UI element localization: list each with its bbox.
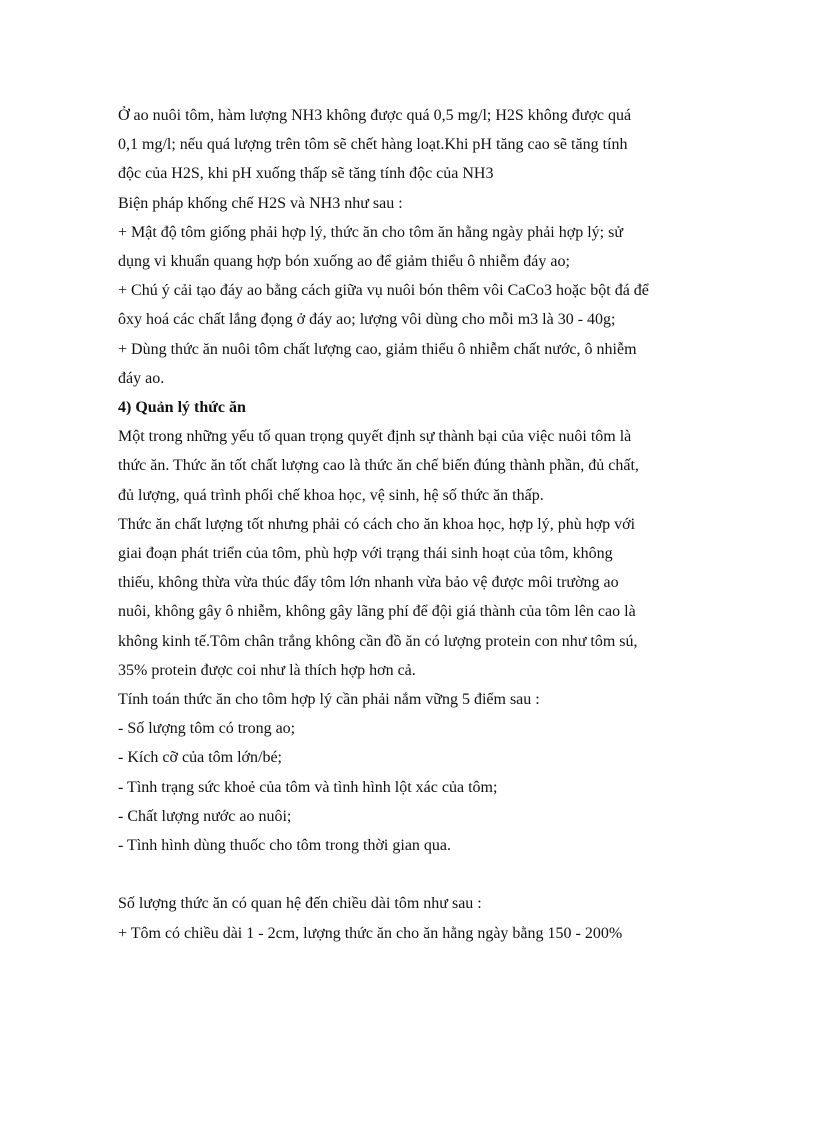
list-item: - Số lượng tôm có trong ao; [118,720,296,738]
text-line: không kinh tế.Tôm chân trắng không cần đồ ăn có lượng protein con như tôm sú, [118,632,638,650]
text-line: Thức ăn chất lượng tốt nhưng phải có cách cho ăn khoa học, hợp lý, phù hợp với [118,515,636,533]
list-item: - Tình trạng sức khoẻ của tôm và tình hình lột xác của tôm; [118,778,498,796]
list-item: - Tình hình dùng thuốc cho tôm trong thời gian qua. [118,837,452,855]
text-line: ôxy hoá các chất lắng đọng ở đáy ao; lượng vôi dùng cho mỗi m3 là 30 - 40g; [118,311,616,329]
text-line: dụng vi khuẩn quang hợp bón xuống ao để giảm thiểu ô nhiễm đáy ao; [118,253,570,271]
text-line: + Tôm có chiều dài 1 - 2cm, lượng thức ăn cho ăn hằng ngày bằng 150 - 200% [118,924,623,942]
text-line: + Chú ý cải tạo đáy ao bằng cách giữa vụ nuôi bón thêm vôi CaCo3 hoặc bột đá để [118,282,649,300]
text-line: + Dùng thức ăn nuôi tôm chất lượng cao, giảm thiểu ô nhiễm chất nước, ô nhiễm [118,340,637,358]
text-line: đủ lượng, quá trình phối chế khoa học, vệ sinh, hệ số thức ăn thấp. [118,486,544,504]
text-line: Ở ao nuôi tôm, hàm lượng NH3 không được quá 0,5 mg/l; H2S không được quá [118,107,632,124]
text-line: đáy ao. [118,369,165,387]
text-line: 0,1 mg/l; nếu quá lượng trên tôm sẽ chết hàng loạt.Khi pH tăng cao sẽ tăng tính [118,136,628,154]
blank-line [118,860,718,889]
text-line: + Mật độ tôm giống phải hợp lý, thức ăn cho tôm ăn hằng ngày phải hợp lý; sử [118,223,623,241]
text-line: giai đoạn phát triển của tôm, phù hợp với trạng thái sinh hoạt của tôm, không [118,545,613,563]
text-line: độc của H2S, khi pH xuống thấp sẽ tăng tính độc của NH3 [118,165,494,183]
document-page [118,101,718,948]
text-line: thiếu, không thừa vừa thúc đẩy tôm lớn nhanh vừa bảo vệ được môi trường ao [118,574,619,592]
text-line: Biện pháp khống chế H2S và NH3 như sau : [118,194,403,212]
text-line: 35% protein được coi như là thích hợp hơn cả. [118,661,416,679]
text-line: Một trong những yếu tố quan trọng quyết định sự thành bại của việc nuôi tôm là [118,428,632,446]
text-line: Số lượng thức ăn có quan hệ đến chiều dài tôm như sau : [118,895,482,913]
section-heading: 4) Quản lý thức ăn [118,399,246,417]
text-line: nuôi, không gây ô nhiễm, không gây lãng phí để đội giá thành của tôm lên cao là [118,603,636,621]
list-item: - Kích cỡ của tôm lớn/bé; [118,749,282,767]
text-line: thức ăn. Thức ăn tốt chất lượng cao là thức ăn chế biến đúng thành phần, đủ chất, [118,457,639,475]
text-line: Tính toán thức ăn cho tôm hợp lý cần phải nắm vững 5 điểm sau : [118,691,540,709]
list-item: - Chất lượng nước ao nuôi; [118,807,292,825]
